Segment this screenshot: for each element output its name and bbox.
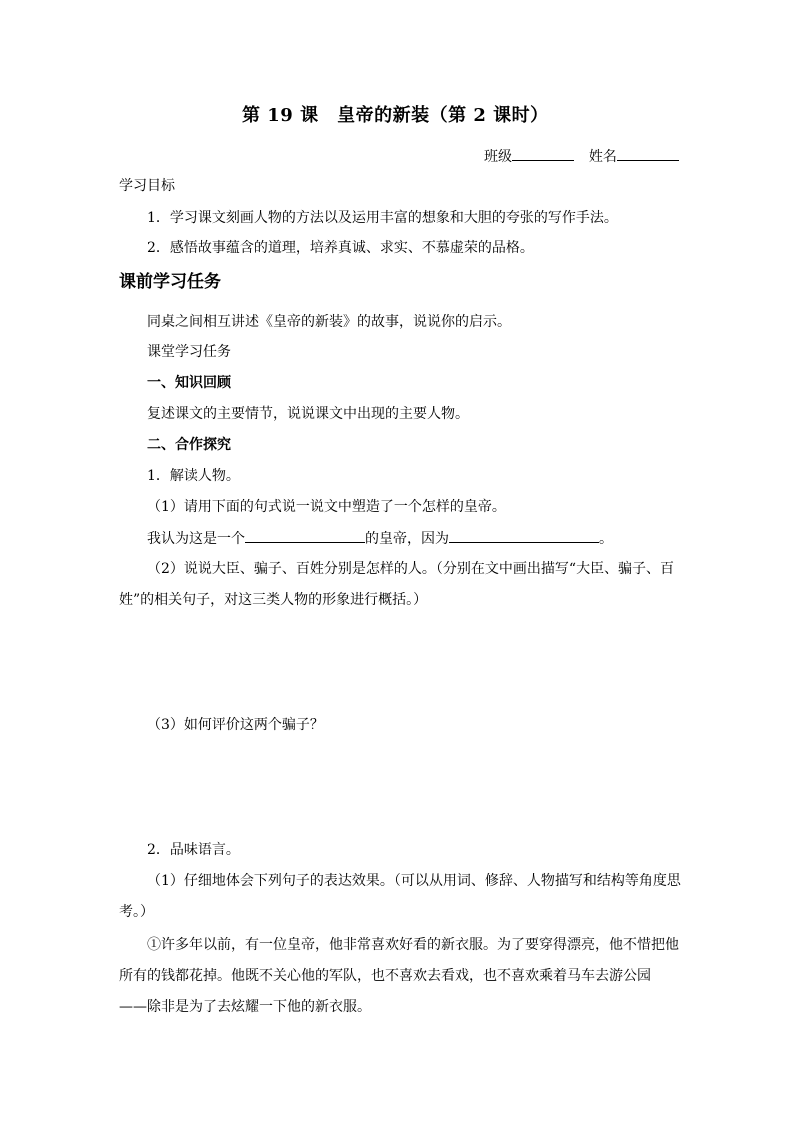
class-label: 班级 [484, 149, 512, 165]
question-4-cont: 考。） [119, 904, 154, 920]
objective-item: 2．感悟故事蕴含的道理，培养真诚、求实、不慕虚荣的品格。 [147, 240, 534, 256]
sentence-part: 我认为这是一个 [147, 531, 245, 547]
student-info-fields [484, 146, 679, 167]
section-review-heading: 一、知识回顾 [147, 375, 231, 391]
question-3: （3）如何评价这两个骗子？ [147, 717, 324, 733]
sentence-pattern [147, 528, 613, 549]
lesson-title: 第 19 课 皇帝的新装（第 2 课时） [242, 105, 549, 126]
quote-line: ——除非是为了去炫耀一下他的新衣服。 [119, 999, 371, 1015]
quote-line: ①许多年以前，有一位皇帝，他非常喜欢好看的新衣服。为了要穿得漂亮，他不惜把他 [147, 937, 679, 953]
question-2: （2）说说大臣、骗子、百姓分别是怎样的人。（分别在文中画出描写“大臣、骗子、百 [147, 561, 675, 577]
sentence-part: 的皇帝，因为 [365, 531, 449, 547]
objectives-heading: 学习目标 [119, 178, 175, 194]
quote-line: 所有的钱都花掉。他既不关心他的军队，也不喜欢去看戏，也不喜欢乘着马车去游公园 [119, 968, 651, 984]
question-2-cont: 姓”的相关句子，对这三类人物的形象进行概括。） [119, 592, 428, 608]
item-savor-language: 2．品味语言。 [147, 842, 240, 858]
item-interpret-characters: 1．解读人物。 [147, 468, 240, 484]
pre-class-heading: 课前学习任务 [119, 272, 221, 292]
class-blank[interactable] [512, 146, 574, 161]
question-1: （1）请用下面的句式说一说文中塑造了一个怎样的皇帝。 [147, 499, 506, 515]
section-review-text: 复述课文的主要情节，说说课文中出现的主要人物。 [147, 406, 469, 422]
objective-item: 1．学习课文刻画人物的方法以及运用丰富的想象和大胆的夸张的写作手法。 [147, 210, 618, 226]
name-label: 姓名 [588, 149, 617, 165]
reason-blank[interactable] [449, 528, 599, 543]
section-explore-heading: 二、合作探究 [147, 437, 231, 453]
sentence-part: 。 [599, 531, 613, 547]
in-class-heading: 课堂学习任务 [147, 344, 231, 360]
name-blank[interactable] [617, 146, 679, 161]
emperor-trait-blank[interactable] [245, 528, 365, 543]
pre-class-task: 同桌之间相互讲述《皇帝的新装》的故事，说说你的启示。 [147, 314, 511, 330]
question-4: （1）仔细地体会下列句子的表达效果。（可以从用词、修辞、人物描写和结构等角度思 [147, 873, 681, 889]
